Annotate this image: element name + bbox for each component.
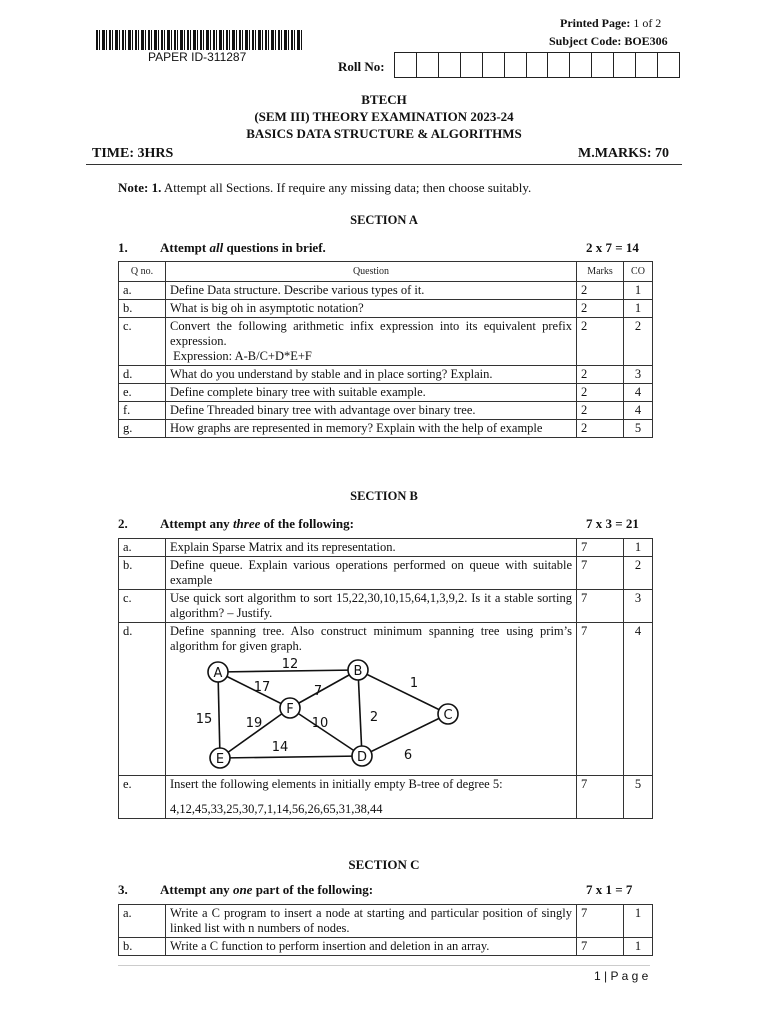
roll-digit-box[interactable]	[614, 53, 636, 77]
table-header-row	[119, 262, 653, 282]
question-number: f.	[119, 402, 166, 420]
printed-page-value: 1 of 2	[633, 16, 662, 30]
col-question-header: Question	[166, 262, 577, 282]
barcode	[96, 30, 304, 50]
roll-digit-box[interactable]	[527, 53, 549, 77]
graph-edge-weight: 10	[311, 716, 329, 731]
table-row	[119, 539, 653, 557]
section-b-heading: SECTION B	[350, 489, 418, 503]
section-a-heading: SECTION A	[350, 213, 418, 227]
section-c-table	[118, 904, 653, 956]
question-text: What do you understand by stable and in place sorting? Explain.	[166, 366, 577, 384]
question-co: 5	[624, 420, 653, 438]
section-a-instruction: Attempt all questions in brief.	[160, 240, 326, 255]
question-text-main: Convert the following arithmetic infix expression into its equivalent prefix expression.	[170, 319, 572, 348]
roll-digit-box[interactable]	[636, 53, 658, 77]
question-co: 1	[624, 905, 653, 938]
question-co: 4	[624, 384, 653, 402]
exam-subject: BASICS DATA STRUCTURE & ALGORITHMS	[246, 126, 522, 141]
graph-node-label: F	[286, 702, 294, 717]
printed-page	[560, 16, 661, 31]
section-a-marks: 2 x 7 = 14	[586, 240, 639, 255]
question-text: Define queue. Explain various operations performed on queue with suitable example	[166, 557, 577, 590]
question-sequence: 4,12,45,33,25,30,7,1,14,56,26,65,31,38,44	[170, 802, 383, 816]
printed-page-label: Printed Page:	[560, 16, 631, 30]
footer-divider	[118, 965, 650, 966]
question-number: e.	[119, 776, 166, 819]
question-number: g.	[119, 420, 166, 438]
question-number: c.	[119, 590, 166, 623]
question-co: 2	[624, 318, 653, 366]
question-marks: 7	[577, 905, 624, 938]
table-row	[119, 938, 653, 956]
graph-edge-A-E	[218, 672, 220, 758]
question-marks: 7	[577, 539, 624, 557]
question-marks: 7	[577, 623, 624, 776]
question-text: Explain Sparse Matrix and its representation.	[166, 539, 577, 557]
max-marks-label: M.MARKS: 70	[578, 146, 669, 161]
question-co: 4	[624, 623, 653, 776]
note-text: Attempt all Sections. If require any missing data; then choose suitably.	[163, 180, 532, 195]
exam-title: (SEM III) THEORY EXAMINATION 2023-24	[254, 109, 514, 124]
roll-digit-box[interactable]	[395, 53, 417, 77]
question-marks: 2	[577, 318, 624, 366]
graph-edge-weight: 19	[245, 716, 263, 731]
question-number: b.	[119, 938, 166, 956]
question-number: a.	[119, 539, 166, 557]
graph-edge-E-D	[220, 756, 362, 758]
question-number: c.	[119, 318, 166, 366]
question-marks: 7	[577, 776, 624, 819]
question-text	[166, 623, 577, 776]
question-marks: 2	[577, 282, 624, 300]
question-co: 4	[624, 402, 653, 420]
graph-edge-weight: 17	[253, 680, 271, 695]
section-c-marks: 7 x 1 = 7	[586, 882, 633, 897]
question-number: b.	[119, 300, 166, 318]
question-text	[166, 776, 577, 819]
graph-edge-weight: 6	[403, 748, 413, 763]
question-number: e.	[119, 384, 166, 402]
table-row	[119, 590, 653, 623]
table-row	[119, 623, 653, 776]
question-co: 3	[624, 366, 653, 384]
question-co: 1	[624, 282, 653, 300]
table-row	[119, 776, 653, 819]
table-row	[119, 282, 653, 300]
paper-id: PAPER ID-311287	[148, 50, 247, 64]
graph-node-label: E	[215, 752, 225, 767]
question-number: a.	[119, 905, 166, 938]
section-b-table	[118, 538, 653, 819]
question-number: d.	[119, 366, 166, 384]
section-b-qnum: 2.	[118, 516, 128, 531]
question-text-main: Define spanning tree. Also construct minimum spanning tree using prim’s algorithm for given graph.	[170, 624, 572, 653]
header-divider	[86, 164, 682, 165]
col-co-header: CO	[624, 262, 653, 282]
col-qno-header: Q no.	[119, 262, 166, 282]
section-a-table	[118, 261, 653, 438]
graph-node-label: C	[443, 708, 453, 723]
question-marks: 2	[577, 384, 624, 402]
graph-edge-weight: 2	[369, 710, 379, 725]
question-text: Define Threaded binary tree with advantage over binary tree.	[166, 402, 577, 420]
note	[118, 180, 531, 196]
question-marks: 2	[577, 420, 624, 438]
question-text: What is big oh in asymptotic notation?	[166, 300, 577, 318]
graph-edge-B-F	[290, 670, 358, 708]
question-marks: 7	[577, 938, 624, 956]
question-marks: 2	[577, 300, 624, 318]
subject-code: Subject Code: BOE306	[549, 34, 668, 48]
roll-digit-box[interactable]	[548, 53, 570, 77]
question-text: Define complete binary tree with suitable example.	[166, 384, 577, 402]
question-text: How graphs are represented in memory? Explain with the help of example	[166, 420, 577, 438]
roll-digit-box[interactable]	[658, 53, 679, 77]
section-a-qnum: 1.	[118, 240, 128, 255]
prim-graph-diagram	[170, 656, 453, 774]
question-text	[166, 318, 577, 366]
question-co: 1	[624, 938, 653, 956]
page-number: 1 | P a g e	[594, 969, 649, 983]
time-label: TIME: 3HRS	[92, 146, 174, 161]
roll-digit-box[interactable]	[570, 53, 592, 77]
question-marks: 2	[577, 366, 624, 384]
table-row	[119, 402, 653, 420]
roll-digit-box[interactable]	[439, 53, 461, 77]
question-number: b.	[119, 557, 166, 590]
graph-edge-weight: 7	[313, 684, 323, 699]
question-text-main: Insert the following elements in initially empty B-tree of degree 5:	[170, 777, 503, 791]
question-marks: 7	[577, 590, 624, 623]
graph-edge-weight: 15	[195, 712, 213, 727]
table-row	[119, 318, 653, 366]
roll-label: Roll No:	[338, 59, 385, 74]
question-co: 3	[624, 590, 653, 623]
graph-edge-weight: 12	[281, 657, 299, 672]
graph-edge-B-D	[358, 670, 362, 756]
table-row	[119, 384, 653, 402]
question-text: Write a C function to perform insertion and deletion in an array.	[166, 938, 577, 956]
roll-digit-box[interactable]	[461, 53, 483, 77]
question-co: 2	[624, 557, 653, 590]
roll-digit-box[interactable]	[483, 53, 505, 77]
table-row	[119, 300, 653, 318]
table-row	[119, 905, 653, 938]
question-text: Use quick sort algorithm to sort 15,22,30,10,15,64,1,3,9,2. Is it a stable sorting algorithm? – Justify.	[166, 590, 577, 623]
graph-node-label: B	[353, 664, 363, 679]
question-marks: 2	[577, 402, 624, 420]
graph-edge-B-C	[358, 670, 448, 714]
roll-number-boxes[interactable]	[394, 52, 680, 78]
roll-digit-box[interactable]	[417, 53, 439, 77]
exam-degree: BTECH	[361, 92, 407, 107]
question-expression: Expression: A-B/C+D*E+F	[170, 349, 312, 363]
note-label: Note:	[118, 180, 149, 195]
question-number: d.	[119, 623, 166, 776]
graph-edge-weight: 14	[271, 740, 289, 755]
question-co: 1	[624, 300, 653, 318]
section-b-instruction: Attempt any three of the following:	[160, 516, 354, 531]
question-co: 1	[624, 539, 653, 557]
section-b-marks: 7 x 3 = 21	[586, 516, 639, 531]
graph-edge-weight: 1	[409, 676, 419, 691]
roll-digit-box[interactable]	[505, 53, 527, 77]
question-text: Define Data structure. Describe various types of it.	[166, 282, 577, 300]
section-c-qnum: 3.	[118, 882, 128, 897]
section-c-heading: SECTION C	[348, 857, 420, 872]
table-row	[119, 366, 653, 384]
table-row	[119, 420, 653, 438]
table-row	[119, 557, 653, 590]
graph-node-label: D	[356, 750, 368, 765]
col-marks-header: Marks	[577, 262, 624, 282]
question-co: 5	[624, 776, 653, 819]
graph-node-label: A	[213, 666, 223, 681]
question-number: a.	[119, 282, 166, 300]
roll-digit-box[interactable]	[592, 53, 614, 77]
note-number: 1.	[151, 180, 162, 195]
section-c-instruction: Attempt any one part of the following:	[160, 882, 374, 897]
question-marks: 7	[577, 557, 624, 590]
question-text: Write a C program to insert a node at starting and particular position of singly linked list with n numbers of nodes.	[166, 905, 577, 938]
